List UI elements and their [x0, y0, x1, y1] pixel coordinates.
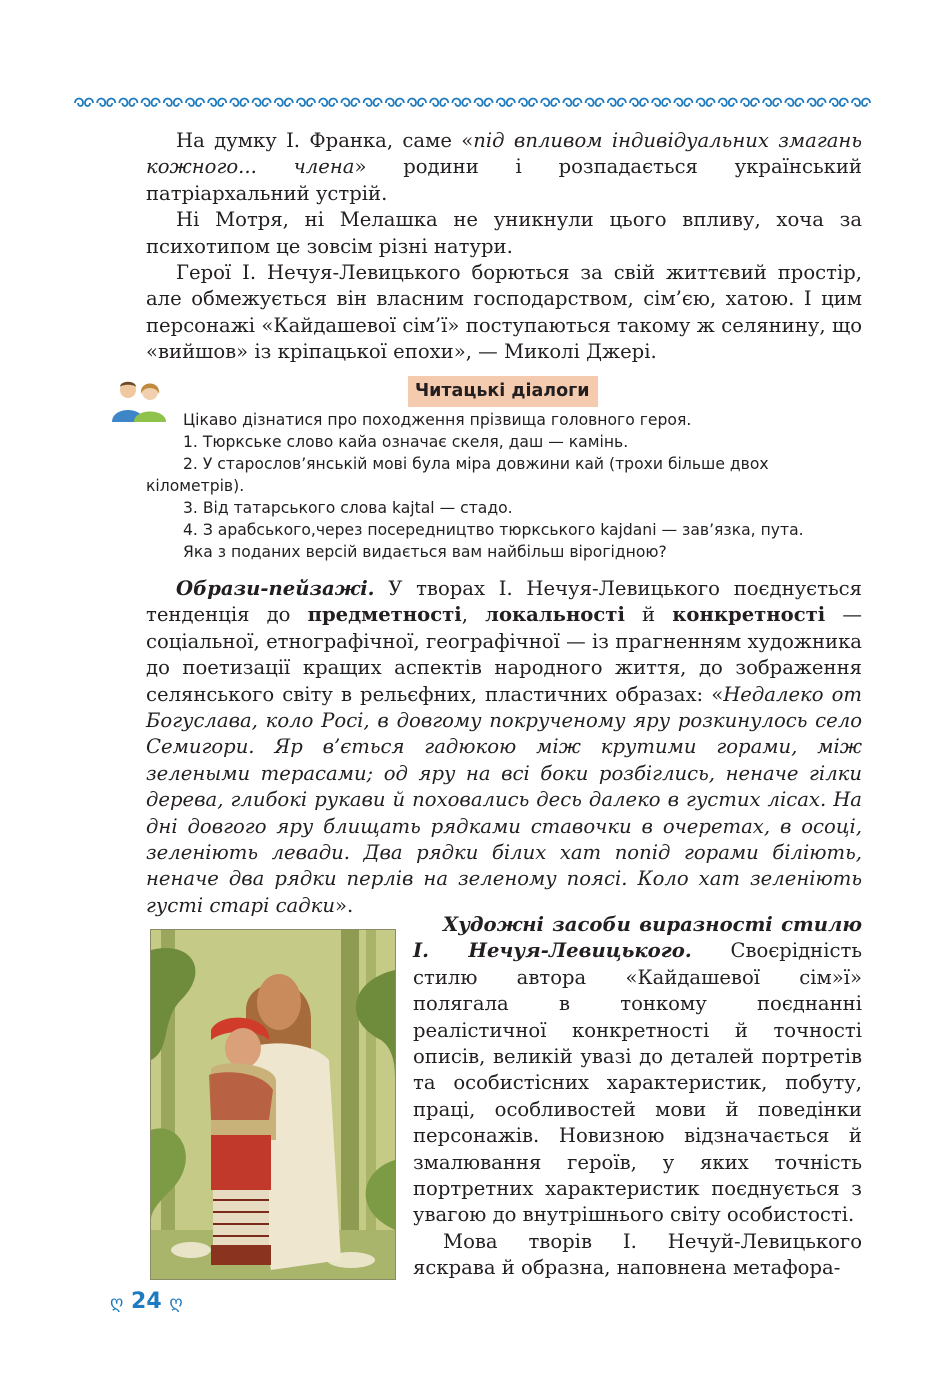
- intro-text: [146, 128, 862, 366]
- ornament-motif: [319, 99, 337, 107]
- ornament-motif: [674, 99, 692, 107]
- list-item: 4. З арабського,через посередництво тюркського kajdani — зав’язка, пута.: [183, 521, 804, 539]
- subheading: Художні засоби виразності стилю І. Нечуя-Левицького.: [413, 913, 862, 963]
- book-illustration: [150, 929, 396, 1280]
- ornament-motif: [741, 99, 759, 107]
- ornament-motif: [519, 99, 537, 107]
- ornament-pattern-icon: [73, 92, 873, 114]
- ornament-motif: [430, 99, 448, 107]
- ornament-motif: [364, 99, 382, 107]
- ornament-right-icon: ღ: [169, 1293, 183, 1313]
- landscapes-text: [146, 576, 862, 919]
- ornament-motif: [253, 99, 271, 107]
- ornament-motif: [408, 99, 426, 107]
- paragraph: Ні Мотря, ні Мелашка не уникнули цього впливу, хоча за психотипом це зовсім різні натури.: [146, 208, 862, 258]
- ornament-motif: [97, 99, 115, 107]
- ornament-motif: [208, 99, 226, 107]
- ornament-motif: [386, 99, 404, 107]
- ornament-motif: [630, 99, 648, 107]
- ornament-motif: [475, 99, 493, 107]
- ornament-motif: [164, 99, 182, 107]
- ornament-motif: [852, 99, 870, 107]
- ornament-motif: [808, 99, 826, 107]
- ornament-motif: [830, 99, 848, 107]
- paragraph: Образи-пейзажі. У творах І. Нечуя-Левицького поєднується тенденція до предметності, локальності й конкретності — соціальної, етнографічної, географічної — із прагненням художника до поетизації кращих аспектів народного життя, до зображення селянського світу в рельєфних, пластичних образах: «Недалеко от Богуслава, коло Росі, в довгому покрученому яру розкинулось село Семигори. Яр в’ється гадюкою між крутими горами, між зелеными терасами; од яру на всі боки розбіглись, неначе гілки дерева, глибокі рукави й поховались десь далеко в густих лісах. На дні довгого яру блищать рядками ставочки в очеретах, в осоці, зеленіють левади. Два рядки білих хат попід горами біліють, неначе два рядки перлів на зеленому поясі. Коло хат зеленіють густі старі садки».: [146, 577, 862, 917]
- ornament-motif: [497, 99, 515, 107]
- ornament-motif: [719, 99, 737, 107]
- ornament-motif: [608, 99, 626, 107]
- section-title: Читацькі діалоги: [408, 376, 598, 407]
- dialog-box: [146, 409, 864, 563]
- list-item: 3. Від татарського слова kajtal — стадо.: [183, 499, 513, 517]
- paragraph: На думку І. Франка, саме «під впливом індивідуальних змагань кожного... члена» родини і розпадається український патріархальний устрій.: [146, 129, 863, 205]
- list-item: 2. У старослов’янській мові була міра довжини кай (трохи більше двох кілометрів).: [146, 455, 769, 495]
- ornament-motif: [297, 99, 315, 107]
- page-number-value: 24: [131, 1289, 162, 1314]
- ornament-motif: [541, 99, 559, 107]
- ornament-motif: [452, 99, 470, 107]
- subheading: Образи-пейзажі.: [176, 577, 375, 600]
- ornament-motif: [275, 99, 293, 107]
- ornament-left-icon: ღ: [110, 1293, 124, 1313]
- decorative-border: [73, 92, 873, 114]
- paragraph: Герої І. Нечуя-Левицького борються за свій життєвий простір, але обмежується він власним господарством, сім’єю, хатою. І цим персонажі «Кайдашевої сім’ї» поступаються такому ж селянину, що «вийшов» із кріпацької епохи», — Миколі Джері.: [146, 261, 862, 364]
- ornament-motif: [186, 99, 204, 107]
- ornament-motif: [697, 99, 715, 107]
- ornament-motif: [652, 99, 670, 107]
- ornament-motif: [142, 99, 160, 107]
- ornament-motif: [341, 99, 359, 107]
- ornament-motif: [785, 99, 803, 107]
- style-section: [413, 912, 862, 1282]
- paragraph: Художні засоби виразності стилю І. Нечуя-Левицького. Своєрідність стилю автора «Кайдашевої сім»ї» полягала в тонкому поєднанні реалістичної конкретності й точності описів, великій увазі до деталей портретів та особистісних характеристик, побуту, праці, особливостей мови й поведінки персонажів. Новизною відзначається й змалювання героїв, у яких точність портретних характеристик поєднується з увагою до внутрішнього світу особистості.: [413, 913, 862, 1227]
- ornament-motif: [586, 99, 604, 107]
- ornament-motif: [563, 99, 581, 107]
- dialog-lead: Цікаво дізнатися про походження прізвища головного героя.: [183, 411, 692, 429]
- couple-illustration-icon: [151, 930, 395, 1279]
- ornament-motif: [75, 99, 93, 107]
- list-item: 1. Тюркське слово кайа означає скеля, даш — камінь.: [183, 433, 629, 451]
- ornament-motif: [119, 99, 137, 107]
- ornament-motif: [230, 99, 248, 107]
- page-number: [110, 1288, 183, 1317]
- ornament-motif: [763, 99, 781, 107]
- dialog-question: Яка з поданих версій видається вам найбільш вірогідною?: [183, 543, 667, 561]
- paragraph: Мова творів І. Нечуй-Левицького яскрава й образна, наповнена метафора-: [413, 1229, 862, 1280]
